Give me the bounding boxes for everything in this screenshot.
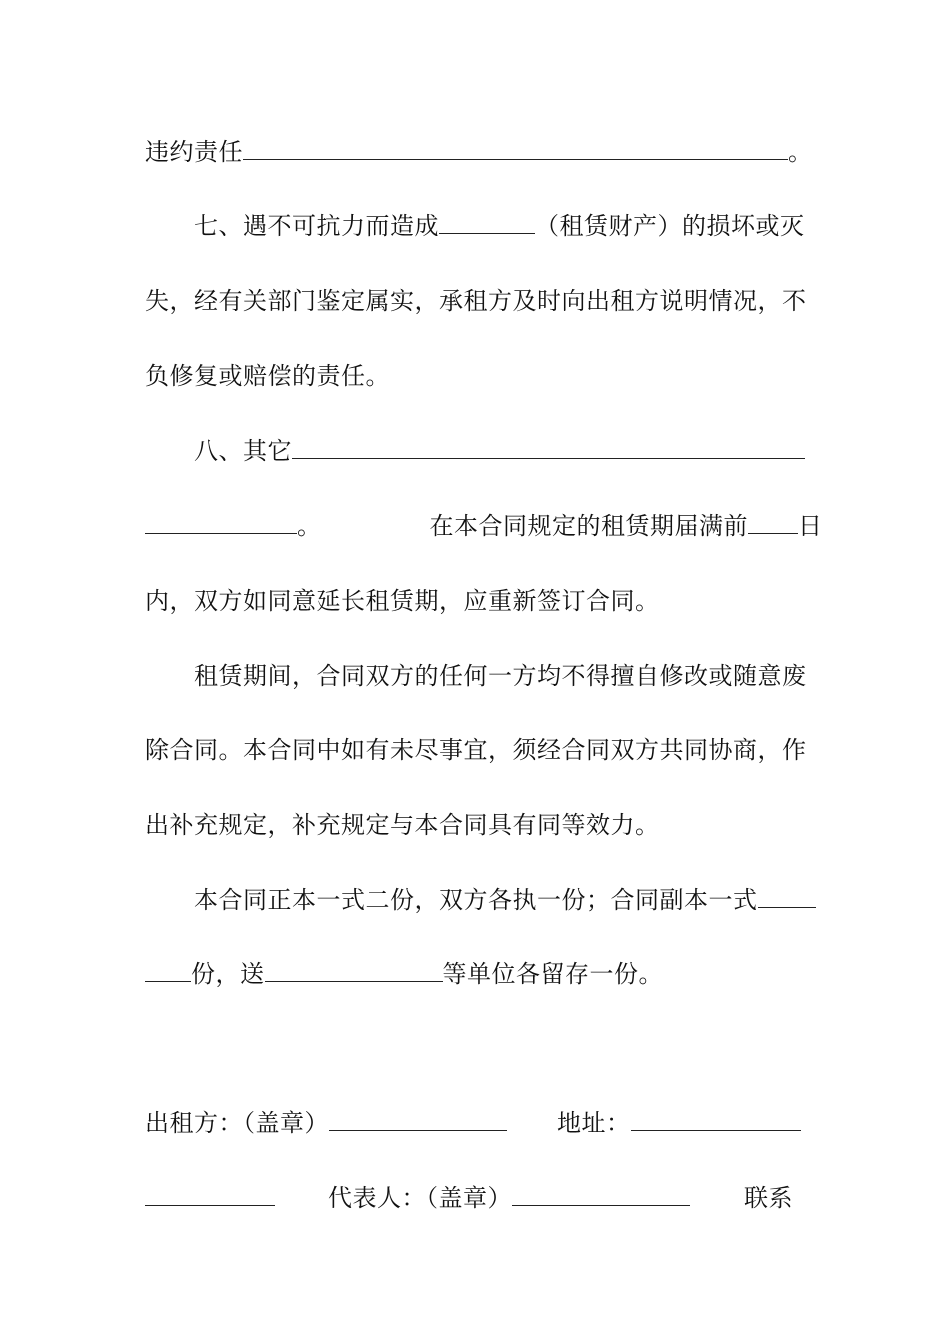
address-blank[interactable] bbox=[631, 1104, 801, 1131]
modification-line-3: 出补充规定，补充规定与本合同具有同等效力。 bbox=[145, 811, 660, 839]
renewal-day-unit: 日 bbox=[798, 512, 823, 540]
lessor-seal-blank[interactable] bbox=[329, 1104, 507, 1131]
modification-line-1: 租赁期间，合同双方的任何一方均不得擅自修改或随意废 bbox=[194, 662, 807, 690]
copies-count-blank[interactable] bbox=[758, 881, 816, 908]
other-terms-blank[interactable] bbox=[292, 432, 805, 459]
renewal-line-2: 内，双方如同意延长租赁期，应重新签订合同。 bbox=[145, 587, 660, 615]
copies-line-1 bbox=[145, 880, 807, 920]
renewal-line-1 bbox=[145, 506, 823, 546]
lessor-seal-label: 出租方：（盖章） bbox=[145, 1109, 329, 1137]
breach-liability-label: 违约责任 bbox=[145, 138, 243, 166]
representative-seal-label: 代表人：（盖章） bbox=[328, 1184, 512, 1212]
line-period: 。 bbox=[788, 138, 813, 166]
clause-seven-line-3: 负修复或赔偿的责任。 bbox=[145, 362, 390, 390]
representative-seal-blank[interactable] bbox=[512, 1179, 690, 1206]
leased-property-blank[interactable] bbox=[439, 207, 535, 234]
clause-eight-label: 八、其它 bbox=[194, 437, 292, 465]
lessor-signature-line bbox=[145, 1103, 807, 1143]
copies-send-text: 份，送 bbox=[191, 960, 265, 988]
representative-signature-line bbox=[145, 1178, 807, 1218]
clause-seven-continued: （租赁财产）的损坏或灭 bbox=[535, 212, 805, 240]
clause-seven-start: 七、遇不可抗力而造成 bbox=[194, 212, 439, 240]
breach-liability-blank[interactable] bbox=[243, 133, 788, 160]
copies-count-blank-cont[interactable] bbox=[145, 955, 191, 982]
copies-line-2 bbox=[145, 954, 807, 994]
breach-liability-line bbox=[145, 132, 813, 172]
renewal-text: 在本合同规定的租赁期届满前 bbox=[429, 512, 748, 540]
units-blank[interactable] bbox=[265, 955, 443, 982]
clause-seven-line-1 bbox=[145, 206, 807, 246]
address-blank-cont[interactable] bbox=[145, 1179, 275, 1206]
other-terms-blank-cont[interactable] bbox=[145, 507, 297, 534]
renewal-days-blank[interactable] bbox=[748, 507, 798, 534]
clause-seven-line-2: 失，经有关部门鉴定属实，承租方及时向出租方说明情况，不 bbox=[145, 287, 807, 315]
address-label: 地址： bbox=[557, 1109, 631, 1137]
clause-eight-line bbox=[145, 431, 807, 471]
copies-end-text: 等单位各留存一份。 bbox=[442, 960, 663, 988]
modification-line-2: 除合同。本合同中如有未尽事宜，须经合同双方共同协商，作 bbox=[145, 736, 807, 764]
contact-label: 联系 bbox=[744, 1184, 793, 1212]
copies-text: 本合同正本一式二份，双方各执一份；合同副本一式 bbox=[194, 886, 758, 914]
line-period: 。 bbox=[297, 512, 322, 540]
